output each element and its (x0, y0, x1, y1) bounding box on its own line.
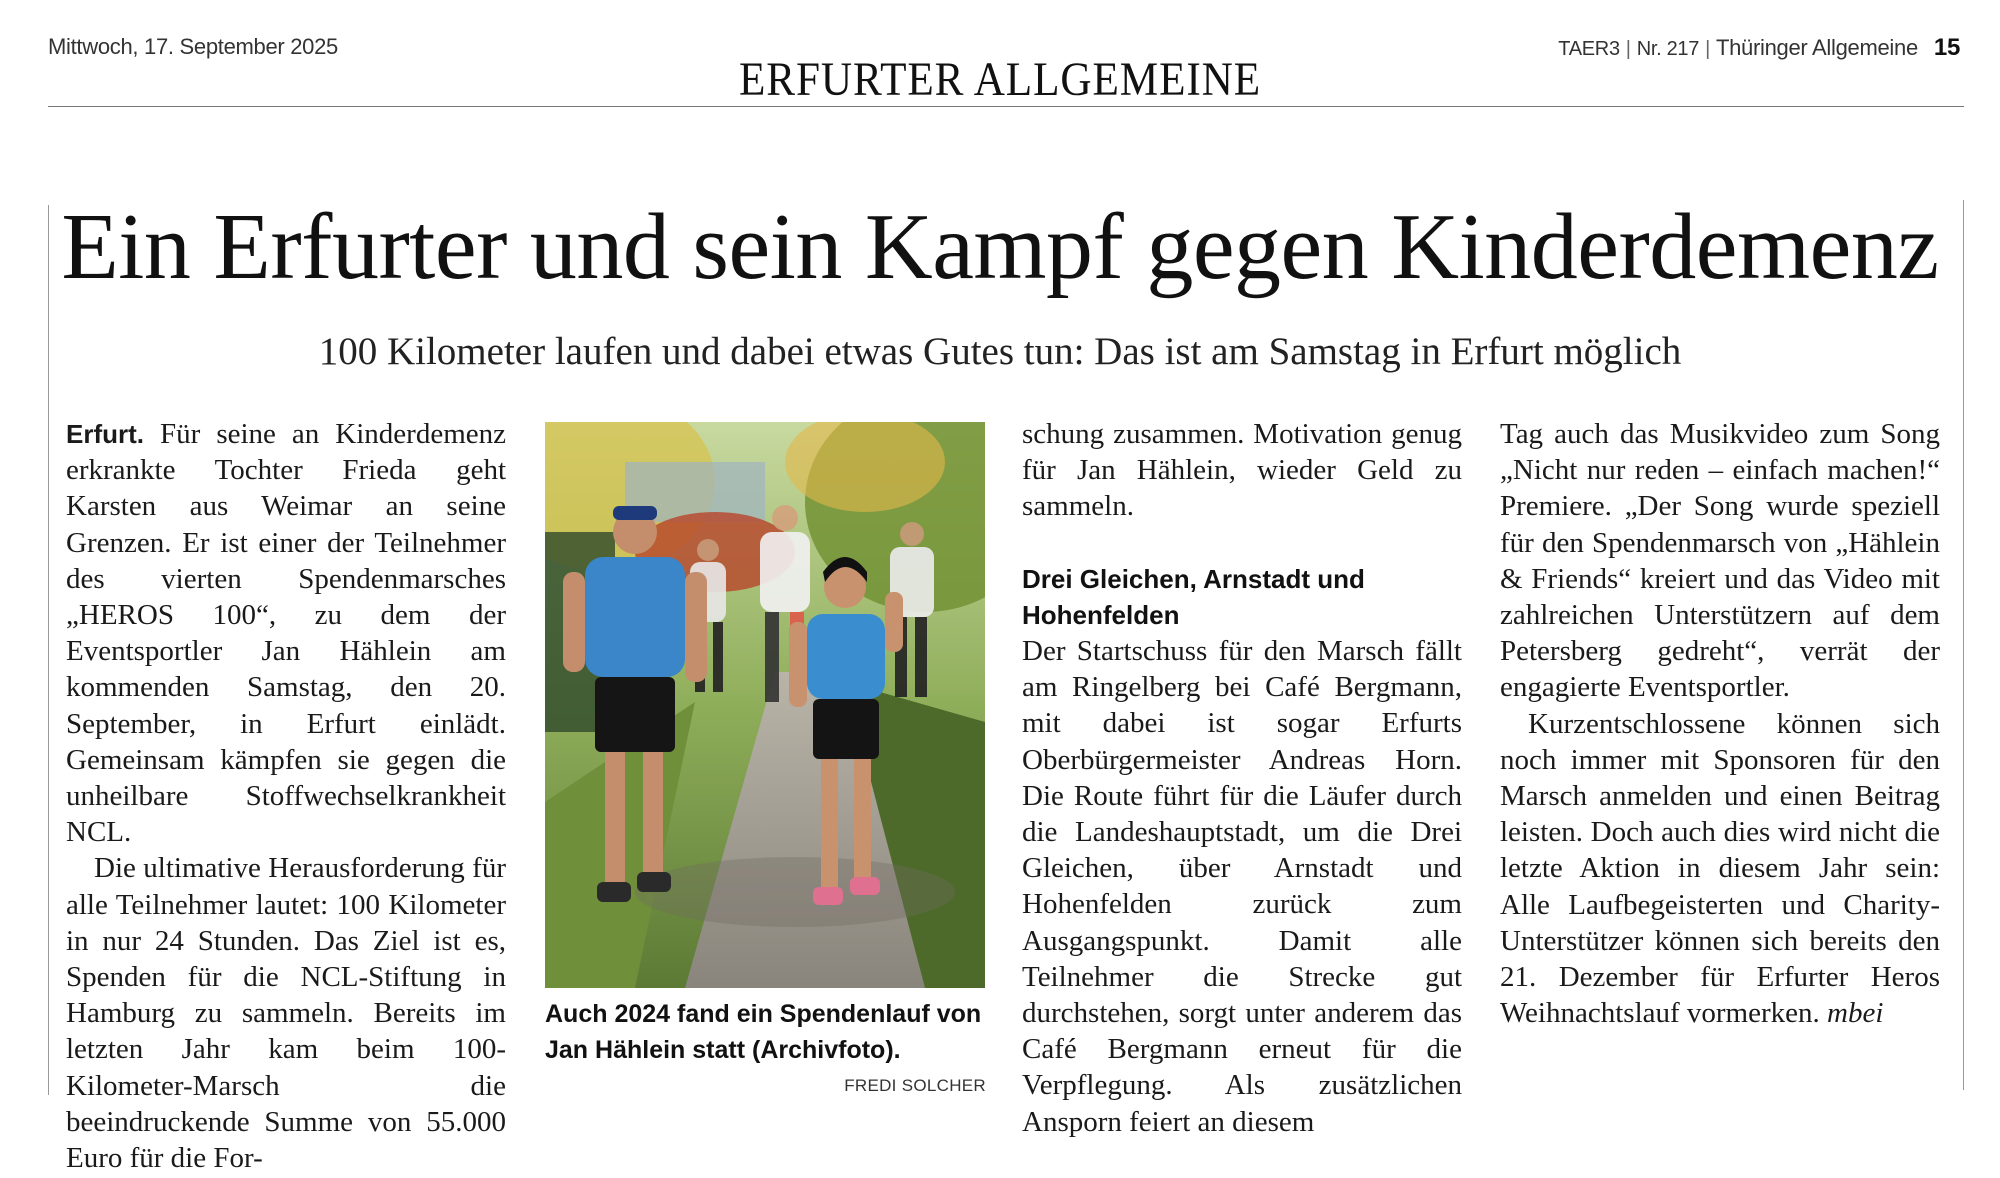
author-initials: mbei (1827, 997, 1884, 1030)
paragraph-text: Kurzentschlossene können sich noch immer mit Sponsoren für den Marsch anmelden und einen Beitrag leisten. Doch auch dies wird nicht die letzte Aktion in diesem Jahr sein: Alle Laufbegeisterten und Charity-Unterstützer können sich bereits den 21. Dezember für Erfurter Heros Weihnachtslauf vormerken. (1500, 707, 1940, 1030)
page-masthead-info (1558, 34, 1960, 62)
paragraph (66, 416, 506, 850)
paragraph: Die ultimative Herausforderung für alle Teilnehmer lautet: 100 Kilometer in nur 24 Stunden. Das Ziel ist es, Spenden für die NCL-Stiftung in Hamburg zu sammeln. Bereits im letzten Jahr kam beim 100-Kilometer-Marsch die beeindruckende Summe von 55.000 Euro für die For- (66, 852, 506, 1175)
paragraph: Der Startschuss für den Marsch fällt am Ringelberg bei Café Bergmann, mit dabei ist sogar Erfurts Oberbürgermeister Andreas Horn. Die Route führt für die Läufer durch die Landeshauptstadt, um die Drei Gleichen, über Arnstadt und Hohenfelden zurück zum Ausgangspunkt. Damit alle Teilnehmer die Strecke gut durchstehen, sorgt unter anderem das Café Bergmann erneut für die Verpflegung. Als zusätzlichen Ansporn feiert an diesem (1022, 635, 1462, 1138)
header-rule (48, 106, 1964, 107)
paragraph: Tag auch das Musikvideo zum Song „Nicht nur reden – einfach machen!“ Premiere. „Der Song wurde speziell für den Spendenmarsch von „Hählein & Friends“ kreiert und das Video mit zahlreichen Unterstützern auf dem Petersberg gedreht“, verrät der engagierte Eventsportler. (1500, 418, 1940, 704)
photo-credit: FREDI SOLCHER (844, 1076, 986, 1095)
page-number: 15 (1933, 34, 1960, 61)
edition-code: TAER3 (1558, 38, 1620, 60)
dateline: Erfurt. (66, 419, 144, 449)
issue-date: Mittwoch, 17. September 2025 (48, 34, 338, 59)
newspaper-name: Thüringer Allgemeine (1715, 35, 1918, 60)
article-column-1 (66, 416, 506, 1176)
separator: | (1625, 38, 1631, 60)
article-photo (545, 422, 985, 988)
article-headline: Ein Erfurter und sein Kampf gegen Kinderdemenz (61, 195, 1939, 299)
article-subhead: Drei Gleichen, Arnstadt und Hohenfelden (1022, 563, 1365, 630)
section-title: ERFURTER ALLGEMEINE (738, 53, 1262, 106)
walkers-photo-image (545, 422, 985, 988)
photo-caption: Auch 2024 fand ein Spendenlauf von Jan Hählein statt (Archivfoto). (545, 1000, 982, 1064)
article-column-4 (1500, 416, 1940, 1031)
paragraph: schung zusammen. Motivation genug für Jan Hählein, wieder Geld zu sammeln. (1022, 418, 1462, 523)
paragraph (1500, 706, 1940, 1032)
issue-number: Nr. 217 (1636, 38, 1700, 60)
article-column-3 (1022, 416, 1462, 1140)
separator: | (1705, 38, 1710, 60)
paragraph-text: Für seine an Kinderdemenz erkrankte Tochter Frieda geht Karsten aus Weimar an seine Grenzen. Er ist einer der Teilnehmer des vierten Spendenmarsches „HEROS 100“, zu dem der Eventsportler Jan Hählein am kommenden Samstag, den 20. September, in Erfurt einlädt. Gemeinsam kämpfen sie gegen die unheilbare Stoffwechselkrankheit NCL. (66, 418, 506, 849)
article-subheadline: 100 Kilometer laufen und dabei etwas Gutes tun: Das ist am Samstag in Erfurt möglich (318, 330, 1682, 373)
